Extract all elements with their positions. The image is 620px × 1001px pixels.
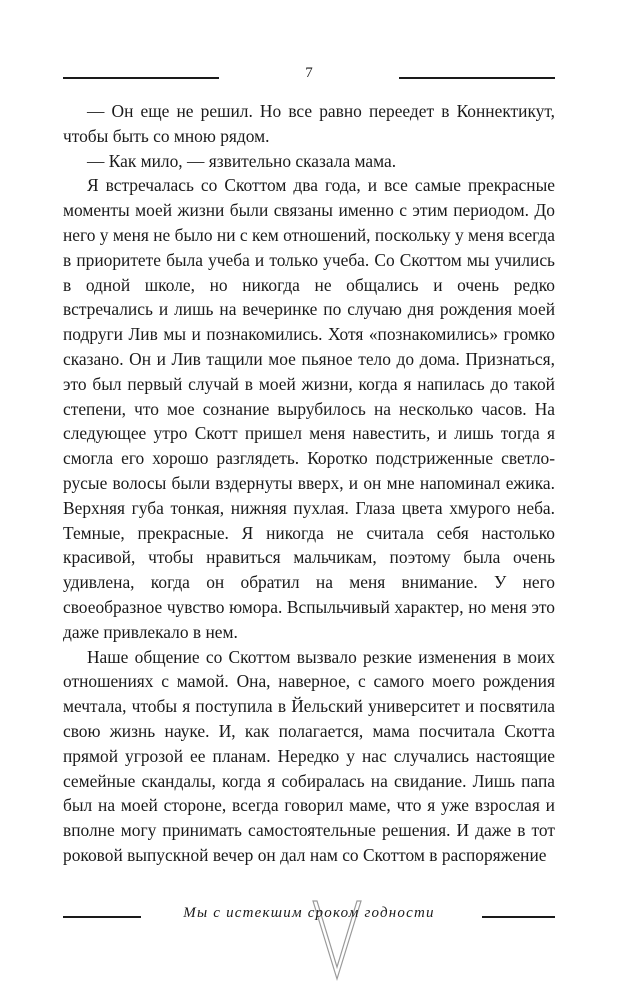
paragraph: — Как мило, — язвительно сказала мама. (87, 150, 397, 171)
paragraph: Я встречалась со Скоттом два года, и все самые прекрасные моменты моей жизни были связаны именно с этим периодом. До него у меня не было ни с кем отношений, поскольку у меня всегда в приоритете была учеба и только учеба. Со Скоттом мы учились в одной школе, но никогда не общались и очень редко встречались и лишь на вечеринке по случаю дня рождения моей подруги Лив мы и познакомились. Хотя «познакомились» громко сказано. Он и Лив тащили мое пьяное тело до дома. Признаться, это был первый случай в моей жизни, когда я напилась до такой степени, что мое сознание вырубилось на несколько часов. На следующее утро Скотт пришел меня навестить, и лишь тогда я смогла его хорошо разглядеть. Коротко подстриженные светло-русые волосы были вздернуты вверх, и он мне напоминал ежика. Верхняя губа тонкая, нижняя пухлая. Глаза цвета хмурого неба. Темные, прекрасные. Я никогда не считала себя настолько красивой, чтобы нравиться мальчикам, поэтому была очень удивлена, когда он обратил на меня внимание. У него своеобразное чувство юмора. Вспыльчивый характер, но меня это даже привлекало в нем. (63, 175, 555, 642)
body-text (63, 99, 555, 868)
header-rule-right (399, 77, 555, 79)
page-footer (63, 895, 555, 985)
paragraph: — Он еще не решил. Но все равно переедет в Коннектикут, чтобы быть со мною рядом. (63, 101, 555, 146)
page-number: 7 (305, 65, 313, 81)
paragraph: Наше общение со Скоттом вызвало резкие изменения в моих отношениях с мамой. Она, наверное, с самого моего рождения мечтала, чтобы я поступила в Йельский университет и посвятила свою жизнь науке. И, как полагается, мама посчитала Скотта прямой угрозой ее планам. Нередко у нас случались настоящие семейные скандалы, когда я собиралась на свидание. Лишь папа был на моей стороне, всегда говорил маме, что я уже взрослая и вполне могу принимать самостоятельные решения. И даже в тот роковой выпускной вечер он дал нам со Скоттом в распоряжение (63, 646, 555, 865)
page-header (63, 62, 555, 92)
book-title: Мы с истекшим сроком годности (183, 905, 435, 921)
